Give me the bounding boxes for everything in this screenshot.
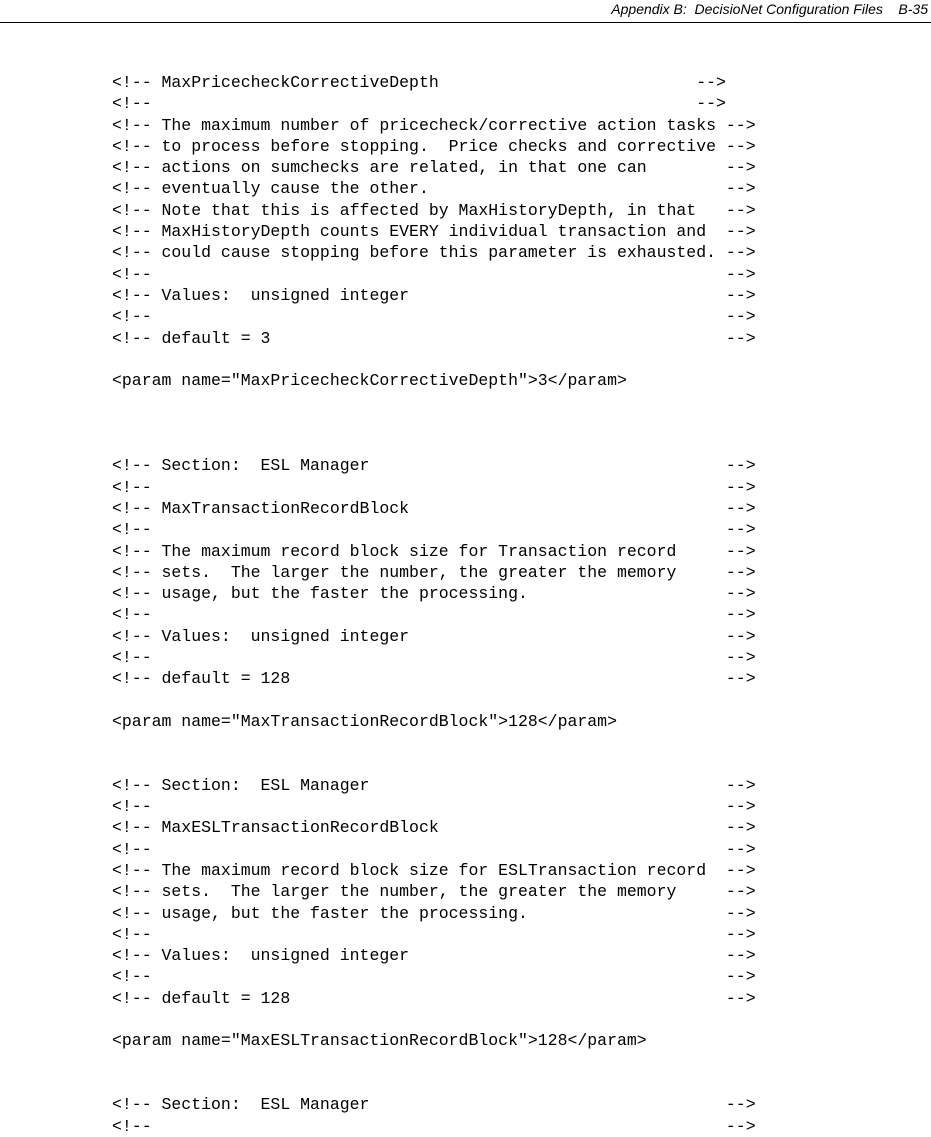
code-line: <param name="MaxTransactionRecordBlock">128</param> <box>112 711 617 731</box>
code-line: <!-- usage, but the faster the processing. --> <box>112 903 756 923</box>
header-spacer <box>883 1 899 17</box>
code-line: <!-- Section: ESL Manager --> <box>112 775 756 795</box>
code-line: <!-- actions on sumchecks are related, in that one can --> <box>112 158 756 178</box>
code-line: <!-- default = 3 --> <box>112 328 756 348</box>
code-line: <!-- --> <box>112 967 756 987</box>
code-line <box>112 1073 756 1094</box>
code-line: <param name="MaxESLTransactionRecordBlock">128</param> <box>112 1031 647 1051</box>
code-line: <!-- --> <box>112 520 756 540</box>
code-line: <!-- The maximum number of pricecheck/corrective action tasks --> <box>112 115 756 135</box>
code-line <box>112 349 756 370</box>
code-line <box>112 434 756 455</box>
code-line: <!-- --> <box>112 839 756 859</box>
code-line: <!-- Values: unsigned integer --> <box>112 285 756 305</box>
code-line <box>112 391 756 412</box>
code-line: <!-- Section: ESL Manager --> <box>112 456 756 476</box>
code-line <box>112 1052 756 1073</box>
code-line: <!-- The maximum record block size for ESLTransaction record --> <box>112 860 756 880</box>
code-line: <!-- --> <box>112 605 756 625</box>
code-line: <!-- --> <box>112 307 756 327</box>
header-rule <box>0 22 931 23</box>
header-title: Appendix B: DecisioNet Configuration Files <box>611 1 883 17</box>
code-line <box>112 413 756 434</box>
page-header <box>611 0 928 22</box>
code-line <box>112 732 756 753</box>
code-line: <!-- Section: ESL Manager --> <box>112 1095 756 1115</box>
code-line: <!-- --> <box>112 924 756 944</box>
code-line: <!-- default = 128 --> <box>112 988 756 1008</box>
code-line <box>112 754 756 775</box>
code-line: <!-- usage, but the faster the processing. --> <box>112 584 756 604</box>
code-line <box>112 1009 756 1030</box>
code-line: <!-- sets. The larger the number, the greater the memory --> <box>112 882 756 902</box>
code-line: <!-- to process before stopping. Price checks and corrective --> <box>112 136 756 156</box>
code-line: <!-- MaxESLTransactionRecordBlock --> <box>112 818 756 838</box>
code-line: <!-- Values: unsigned integer --> <box>112 946 756 966</box>
code-line: <!-- The maximum record block size for Transaction record --> <box>112 541 756 561</box>
code-line: <!-- MaxPricecheckCorrectiveDepth --> <box>112 73 726 92</box>
code-line: <!-- MaxTransactionRecordBlock --> <box>112 498 756 518</box>
code-line: <!-- eventually cause the other. --> <box>112 179 756 199</box>
code-line: <!-- --> <box>112 1116 756 1136</box>
code-line: <!-- --> <box>112 797 756 817</box>
code-line: <!-- --> <box>112 648 756 668</box>
code-line: <!-- default = 128 --> <box>112 669 756 689</box>
code-line: <!-- sets. The larger the number, the greater the memory --> <box>112 562 756 582</box>
page-number: B-35 <box>898 1 928 17</box>
code-line: <!-- --> <box>112 264 756 284</box>
code-line: <!-- --> <box>112 94 726 114</box>
code-listing <box>112 72 756 1137</box>
code-line: <!-- MaxHistoryDepth counts EVERY individual transaction and --> <box>112 222 756 242</box>
code-line <box>112 690 756 711</box>
code-line: <!-- could cause stopping before this parameter is exhausted. --> <box>112 243 756 263</box>
code-line: <!-- --> <box>112 477 756 497</box>
code-line: <param name="MaxPricecheckCorrectiveDepth">3</param> <box>112 371 627 391</box>
code-line: <!-- Values: unsigned integer --> <box>112 626 756 646</box>
code-line: <!-- Note that this is affected by MaxHistoryDepth, in that --> <box>112 200 756 220</box>
